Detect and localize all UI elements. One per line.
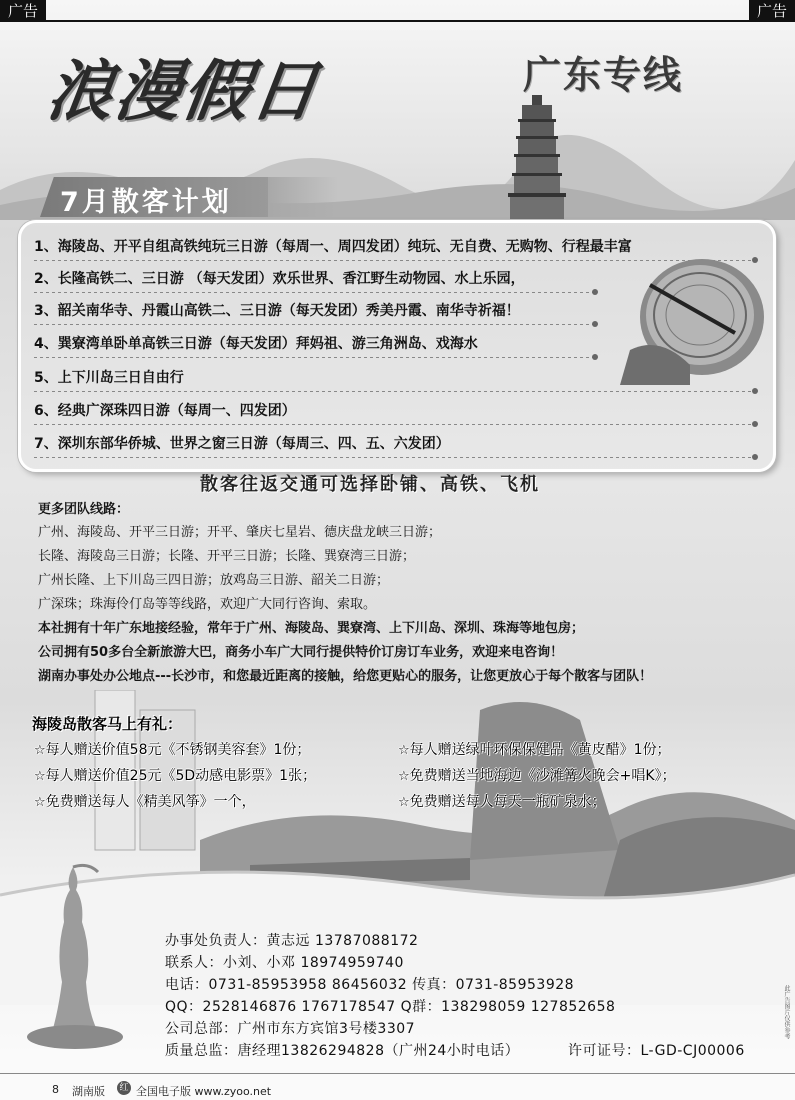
star-icon: ☆ [398, 743, 410, 758]
route-item: 6、经典广深珠四日游（每周一、四发团） [34, 403, 296, 419]
route-divider [34, 424, 754, 425]
license-number: 许可证号：L-GD-CJ00006 [568, 1043, 745, 1059]
gift-title: 海陵岛散客马上有礼： [32, 715, 183, 733]
more-routes-line: 广州、海陵岛、开平三日游；开平、肇庆七星岩、德庆盘龙峡三日游； [38, 525, 442, 540]
route-item: 4、巽寮湾单卧单高铁三日游（每天发团）拜妈祖、游三角洲岛、戏海水 [34, 336, 478, 352]
route-dot [592, 321, 598, 327]
more-routes-line: 广州长隆、上下川岛三四日游；放鸡岛三日游、韶关二日游； [38, 573, 390, 588]
publisher-logo-icon: 红 [117, 1081, 131, 1095]
star-icon: ☆ [34, 769, 46, 784]
goddess-statue-image [18, 862, 128, 1052]
route-item: 2、长隆高铁二、三日游 （每天发团）欢乐世界、香江野生动物园、水上乐园， [34, 271, 525, 287]
gift-item [34, 739, 310, 759]
route-item: 3、韶关南华寺、丹霞山高铁二、三日游（每天发团）秀美丹霞、南华寺祈福！ [34, 303, 520, 319]
star-icon: ☆ [34, 795, 46, 810]
line-title: 广东专线 [523, 53, 684, 97]
gift-item [34, 765, 316, 785]
gift-text: 每人赠送价值58元《不锈钢美容套》1份； [45, 742, 311, 758]
plan-banner-tail [268, 177, 338, 217]
site-label: 全国电子版 www.zyoo.net [136, 1085, 272, 1098]
top-rule [0, 20, 795, 22]
edition-label: 湖南版 [72, 1085, 105, 1098]
contact-manager: 办事处负责人：黄志远 13787088172 [165, 933, 419, 949]
company-info-line: 湖南办事处办公地点---长沙市，和您最近距离的接触，给您更贴心的服务，让您更放心于每个散客与团队！ [38, 669, 653, 684]
ad-label-right: 广告 [749, 0, 795, 22]
route-dot [752, 454, 758, 460]
gift-item [398, 791, 606, 811]
side-disclaimer: 此广告图片仅供参考 [783, 985, 790, 1039]
pagoda-image [492, 95, 582, 220]
gift-item [398, 765, 676, 785]
gift-text: 免费赠送每人每天一瓶矿泉水； [409, 794, 606, 810]
gift-item [398, 739, 671, 759]
gift-text: 每人赠送绿叶环保保健品《黄皮醋》1份； [409, 742, 671, 758]
route-divider [34, 292, 594, 293]
gift-item [34, 791, 256, 811]
contact-qq: QQ：2528146876 1767178547 Q群：138298059 127852658 [165, 999, 616, 1015]
route-item: 5、上下川岛三日自由行 [34, 370, 184, 386]
more-routes-line: 长隆、海陵岛三日游；长隆、开平三日游；长隆、巽寮湾三日游； [38, 549, 416, 564]
star-icon: ☆ [398, 795, 410, 810]
transport-note: 散客往返交通可选择卧铺、高铁、飞机 [200, 474, 540, 495]
more-routes-heading: 更多团队线路： [38, 502, 130, 517]
route-divider [34, 457, 754, 458]
star-icon: ☆ [34, 743, 46, 758]
sundial-image [620, 255, 770, 385]
route-item: 7、深圳东部华侨城、世界之窗三日游（每周三、四、五、六发团） [34, 436, 450, 452]
gift-text: 每人赠送价值25元《5D动感电影票》1张； [45, 768, 317, 784]
route-divider [34, 391, 754, 392]
route-dot [592, 289, 598, 295]
route-dot [592, 354, 598, 360]
route-divider [34, 357, 594, 358]
brand-logo-title: 浪漫假日 [41, 52, 325, 130]
plan-title: 7月散客计划 [60, 187, 232, 218]
contact-phone-fax: 电话：0731-85953958 86456032 传真：0731-85953928 [165, 977, 575, 993]
company-info-line: 公司拥有50多台全新旅游大巴，商务小车广大同行提供特价订房订车业务，欢迎来电咨询！ [38, 645, 564, 660]
contact-headquarters: 公司总部：广州市东方宾馆3号楼3307 [165, 1021, 416, 1037]
ad-label-left: 广告 [0, 0, 46, 22]
route-divider [34, 324, 594, 325]
gift-text: 免费赠送当地海边《沙滩篝火晚会+唱K》； [409, 768, 676, 784]
company-info-line: 本社拥有十年广东地接经验，常年于广州、海陵岛、巽寮湾、上下川岛、深圳、珠海等地包房； [38, 621, 585, 636]
route-item: 1、海陵岛、开平自组高铁纯玩三日游（每周一、周四发团）纯玩、无自费、无购物、行程最丰富 [34, 239, 632, 255]
footer-rule [0, 1073, 795, 1074]
contact-quality-director: 质量总监：唐经理13826294828（广州24小时电话） [165, 1043, 520, 1059]
gift-text: 免费赠送每人《精美风筝》一个， [45, 794, 256, 810]
more-routes-line: 广深珠；珠海伶仃岛等等线路，欢迎广大同行咨询、索取。 [38, 597, 377, 612]
star-icon: ☆ [398, 769, 410, 784]
page-number: 8 [52, 1083, 59, 1096]
route-dot [752, 421, 758, 427]
route-dot [752, 388, 758, 394]
contact-person: 联系人：小刘、小邓 18974959740 [165, 955, 404, 971]
